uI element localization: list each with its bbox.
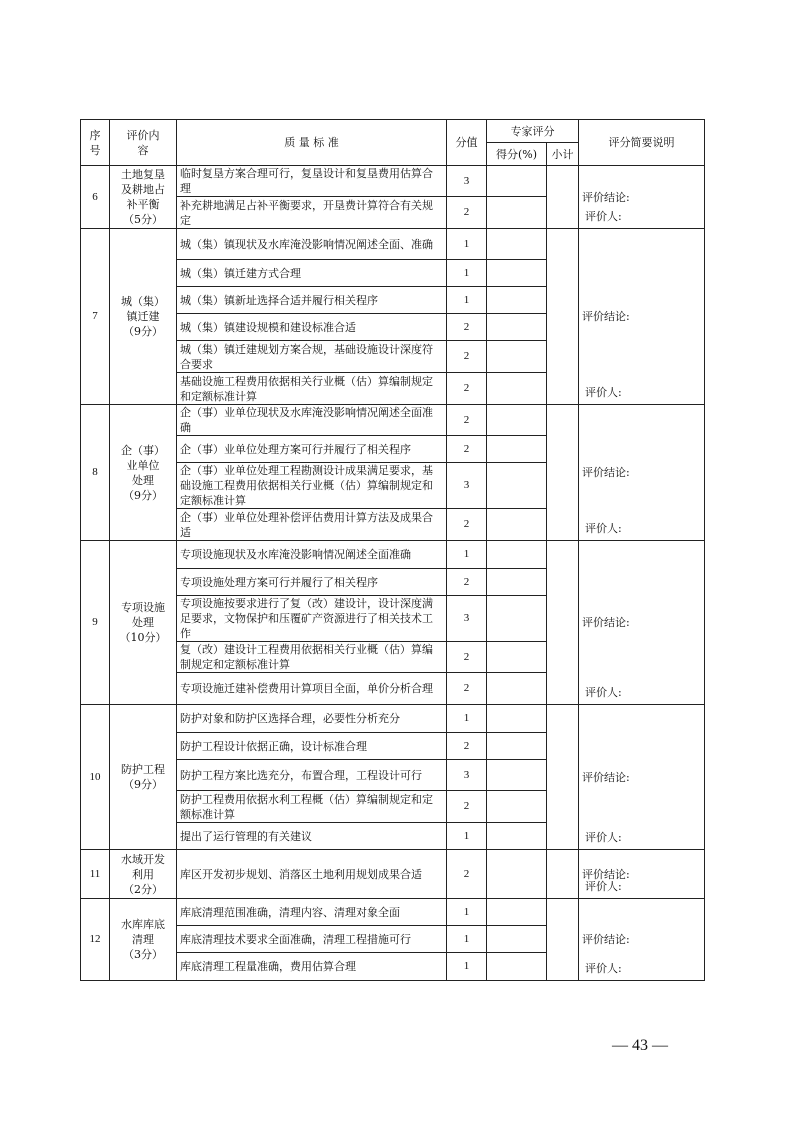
got-cell — [487, 791, 547, 823]
seq-cell: 11 — [81, 850, 110, 899]
conclusion-label: 评价结论: — [582, 466, 630, 479]
item-label-line: 专项设施 — [121, 601, 165, 614]
standard-cell: 复（改）建设计工程费用依据相关行业概（估）算编制规定和定额标准计算 — [177, 642, 447, 673]
header-expert: 专家评分 — [487, 120, 579, 143]
got-cell — [487, 287, 547, 314]
score-cell: 1 — [447, 823, 487, 850]
score-cell: 1 — [447, 953, 487, 981]
evaluator-label: 评价人: — [585, 210, 622, 223]
item-label-line: 镇迁建 — [126, 310, 160, 323]
got-cell — [487, 733, 547, 760]
item-cell — [110, 899, 177, 981]
got-cell — [487, 642, 547, 673]
score-cell: 2 — [447, 373, 487, 405]
header-subtotal: 小计 — [547, 143, 579, 166]
got-cell — [487, 260, 547, 287]
evaluator-label: 评价人: — [585, 880, 622, 893]
evaluator-label: 评价人: — [585, 386, 622, 399]
notes-cell — [579, 229, 705, 405]
conclusion-label: 评价结论: — [582, 867, 630, 881]
score-cell: 2 — [447, 569, 487, 596]
item-label-line: 处理 — [132, 616, 154, 629]
standard-cell: 专项设施按要求进行了复（改）建设计，设计深度满足要求，文物保护和压覆矿产资源进行了相关技术工作 — [177, 596, 447, 642]
standard-cell: 专项设施迁建补偿费用计算项目全面，单价分析合理 — [177, 673, 447, 705]
score-cell: 1 — [447, 899, 487, 926]
item-label-line: 水库库底 — [121, 918, 165, 931]
item-label-line: 水域开发 — [121, 852, 165, 866]
item-label-line: （10分） — [119, 631, 167, 644]
table-row — [81, 405, 705, 436]
got-cell — [487, 541, 547, 569]
got-cell — [487, 953, 547, 981]
score-cell: 3 — [447, 463, 487, 509]
got-cell — [487, 197, 547, 229]
seq-cell: 9 — [81, 541, 110, 705]
standard-cell: 库底清理技术要求全面准确，清理工程措施可行 — [177, 926, 447, 953]
standard-cell: 库底清理范围准确，清理内容、清理对象全面 — [177, 899, 447, 926]
standard-cell: 企（事）业单位现状及水库淹没影响情况阐述全面准确 — [177, 405, 447, 436]
got-cell — [487, 463, 547, 509]
item-label-line: 城（集） — [121, 295, 165, 308]
table-row — [81, 899, 705, 926]
standard-cell: 城（集）镇建设规模和建设标准合适 — [177, 314, 447, 341]
evaluator-label: 评价人: — [585, 686, 622, 699]
item-label-line: （5分） — [123, 213, 163, 226]
standard-cell: 专项设施处理方案可行并履行了相关程序 — [177, 569, 447, 596]
standard-cell: 库区开发初步规划、消落区土地利用规划成果合适 — [177, 850, 447, 899]
item-cell — [110, 541, 177, 705]
standard-cell: 临时复垦方案合理可行，复垦设计和复垦费用估算合理 — [177, 166, 447, 197]
standard-cell: 基础设施工程费用依据相关行业概（估）算编制规定和定额标准计算 — [177, 373, 447, 405]
standard-cell: 城（集）镇迁建规划方案合规，基础设施设计深度符合要求 — [177, 341, 447, 373]
item-label-line: （3分） — [123, 948, 163, 961]
table-row — [81, 850, 705, 899]
got-cell — [487, 509, 547, 541]
score-cell: 2 — [447, 436, 487, 463]
seq-cell: 7 — [81, 229, 110, 405]
subtotal-cell — [547, 850, 579, 899]
got-cell — [487, 850, 547, 899]
header-score: 分值 — [447, 120, 487, 166]
item-cell — [110, 166, 177, 229]
score-cell: 2 — [447, 509, 487, 541]
score-cell: 2 — [447, 341, 487, 373]
conclusion-label: 评价结论: — [582, 933, 630, 946]
score-cell: 2 — [447, 197, 487, 229]
standard-cell: 城（集）镇现状及水库淹没影响情况阐述全面、准确 — [177, 229, 447, 260]
item-label-line: 土地复垦 — [121, 168, 165, 181]
evaluation-table — [80, 119, 705, 981]
table-row — [81, 541, 705, 569]
score-cell: 1 — [447, 926, 487, 953]
got-cell — [487, 760, 547, 791]
item-label-line: 企（事） — [121, 443, 165, 457]
score-cell: 1 — [447, 541, 487, 569]
notes-cell — [579, 850, 705, 899]
item-cell — [110, 229, 177, 405]
conclusion-label: 评价结论: — [582, 616, 630, 629]
conclusion-label: 评价结论: — [582, 770, 630, 784]
got-cell — [487, 405, 547, 436]
table-row — [81, 229, 705, 260]
evaluator-label: 评价人: — [585, 522, 622, 535]
score-cell: 2 — [447, 791, 487, 823]
item-cell — [110, 705, 177, 850]
header-got: 得分(%) — [487, 143, 547, 166]
item-label-line: （9分） — [123, 778, 163, 791]
score-cell: 1 — [447, 705, 487, 733]
got-cell — [487, 166, 547, 197]
subtotal-cell — [547, 541, 579, 705]
evaluator-label: 评价人: — [585, 962, 622, 975]
score-cell: 2 — [447, 405, 487, 436]
standard-cell: 城（集）镇新址选择合适并履行相关程序 — [177, 287, 447, 314]
standard-cell: 企（事）业单位处理方案可行并履行了相关程序 — [177, 436, 447, 463]
evaluator-label: 评价人: — [585, 831, 622, 844]
got-cell — [487, 314, 547, 341]
notes-cell — [579, 166, 705, 229]
standard-cell: 城（集）镇迁建方式合理 — [177, 260, 447, 287]
table-row — [81, 705, 705, 733]
notes-cell — [579, 705, 705, 850]
item-label-line: 清理 — [132, 933, 154, 946]
score-cell: 3 — [447, 596, 487, 642]
score-cell: 2 — [447, 850, 487, 899]
subtotal-cell — [547, 405, 579, 541]
score-cell: 2 — [447, 314, 487, 341]
seq-cell: 10 — [81, 705, 110, 850]
score-cell: 1 — [447, 229, 487, 260]
subtotal-cell — [547, 166, 579, 229]
got-cell — [487, 436, 547, 463]
got-cell — [487, 341, 547, 373]
standard-cell: 专项设施现状及水库淹没影响情况阐述全面准确 — [177, 541, 447, 569]
notes-cell — [579, 899, 705, 981]
subtotal-cell — [547, 899, 579, 981]
got-cell — [487, 899, 547, 926]
notes-cell — [579, 541, 705, 705]
item-label-line: 防护工程 — [121, 763, 165, 776]
got-cell — [487, 229, 547, 260]
header-seq: 序号 — [81, 120, 110, 166]
score-cell: 3 — [447, 166, 487, 197]
score-cell: 1 — [447, 260, 487, 287]
score-cell: 2 — [447, 642, 487, 673]
standard-cell: 提出了运行管理的有关建议 — [177, 823, 447, 850]
conclusion-label: 评价结论: — [582, 190, 630, 204]
header-standard: 质 量 标 准 — [177, 120, 447, 166]
got-cell — [487, 569, 547, 596]
item-label-line: 补平衡 — [126, 198, 160, 211]
score-cell: 2 — [447, 673, 487, 705]
item-label-line: 及耕地占 — [121, 183, 165, 196]
standard-cell: 防护工程费用依据水利工程概（估）算编制规定和定额标准计算 — [177, 791, 447, 823]
standard-cell: 库底清理工程量准确，费用估算合理 — [177, 953, 447, 981]
item-label-line: 利用 — [132, 867, 154, 881]
item-label-line: 处理 — [132, 473, 154, 487]
item-cell — [110, 405, 177, 541]
page-number: — 43 — — [612, 1037, 668, 1054]
standard-cell: 企（事）业单位处理工程勘测设计成果满足要求，基础设施工程费用依据相关行业概（估）算编制规定和定额标准计算 — [177, 463, 447, 509]
standard-cell: 补充耕地满足占补平衡要求，开垦费计算符合有关规定 — [177, 197, 447, 229]
conclusion-label: 评价结论: — [582, 310, 630, 323]
got-cell — [487, 673, 547, 705]
item-label-line: （2分） — [123, 882, 163, 896]
item-label-line: （9分） — [123, 325, 163, 338]
item-label-line: 业单位 — [126, 458, 160, 472]
got-cell — [487, 926, 547, 953]
notes-cell — [579, 405, 705, 541]
score-cell: 3 — [447, 760, 487, 791]
standard-cell: 防护对象和防护区选择合理，必要性分析充分 — [177, 705, 447, 733]
header-notes: 评分简要说明 — [579, 120, 705, 166]
seq-cell: 12 — [81, 899, 110, 981]
score-cell: 2 — [447, 733, 487, 760]
item-cell — [110, 850, 177, 899]
item-label-line: （9分） — [123, 488, 163, 502]
seq-cell: 6 — [81, 166, 110, 229]
subtotal-cell — [547, 705, 579, 850]
seq-cell: 8 — [81, 405, 110, 541]
standard-cell: 企（事）业单位处理补偿评估费用计算方法及成果合适 — [177, 509, 447, 541]
standard-cell: 防护工程方案比选充分，布置合理，工程设计可行 — [177, 760, 447, 791]
table-body — [81, 166, 705, 981]
subtotal-cell — [547, 229, 579, 405]
got-cell — [487, 373, 547, 405]
table-row — [81, 166, 705, 197]
header-item: 评价内容 — [110, 120, 177, 166]
got-cell — [487, 823, 547, 850]
standard-cell: 防护工程设计依据正确，设计标准合理 — [177, 733, 447, 760]
got-cell — [487, 596, 547, 642]
got-cell — [487, 705, 547, 733]
score-cell: 1 — [447, 287, 487, 314]
